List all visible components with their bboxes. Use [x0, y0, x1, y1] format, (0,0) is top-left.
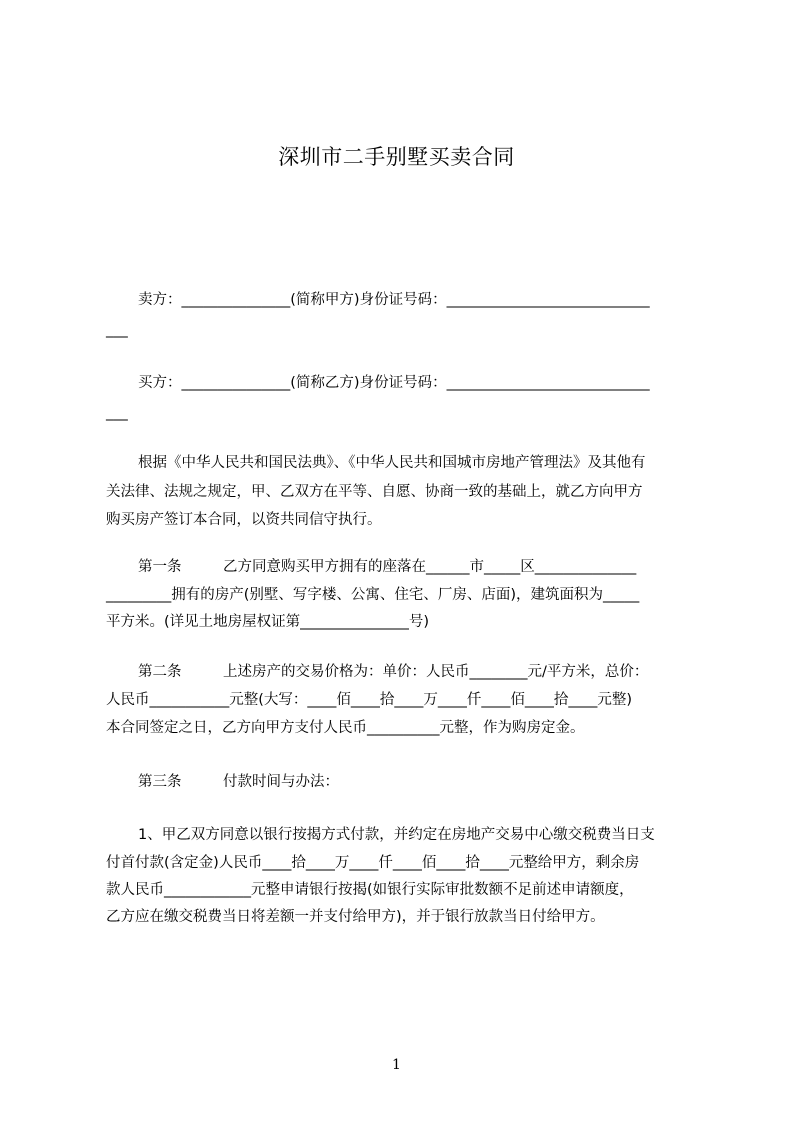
buyer-line-continued: ___: [106, 405, 128, 421]
paragraph-line: 根据《中华人民共和国民法典》、《中华人民共和国城市房地产管理法》及其他有: [138, 455, 646, 471]
paragraph-line: 平方米。(详见土地房屋权证第_______________号): [106, 614, 430, 630]
paragraph-line: 款人民币____________元整申请银行按揭(如银行实际审批数额不足前述申请额度，: [106, 882, 634, 898]
seller-line: 卖方：_______________(简称甲方)身份证号码：____________________________: [138, 292, 650, 308]
paragraph-line: 人民币___________元整(大写：____佰____拾____万____仟____佰____拾____元整): [106, 692, 633, 708]
paragraph-line: 1、甲乙双方同意以银行按揭方式付款，并约定在房地产交易中心缴交税费当日支: [138, 827, 655, 843]
paragraph-line: 付首付款(含定金)人民币____拾____万____仟____佰____拾____元整给甲方，剩余房: [106, 855, 640, 871]
seller-line-continued: ___: [106, 322, 128, 338]
paragraph-line: 第一条 乙方同意购买甲方拥有的座落在______市_____区______________: [138, 559, 637, 575]
paragraph-line: 乙方应在缴交税费当日将差额一并支付给甲方)，并于银行放款当日付给甲方。: [106, 909, 605, 925]
contract-title: 深圳市二手别墅买卖合同: [278, 145, 515, 169]
buyer-line: 买方：_______________(简称乙方)身份证号码：____________________________: [138, 375, 650, 391]
paragraph-line: 购买房产签订本合同，以资共同信守执行。: [106, 512, 382, 528]
page-number: 1: [392, 1057, 401, 1073]
paragraph-line: _________拥有的房产(别墅、写字楼、公寓、住宅、厂房、店面)，建筑面积为_____: [106, 587, 640, 603]
paragraph-line: 第二条 上述房产的交易价格为：单价：人民币________元/平方米，总价：: [138, 664, 649, 680]
article-heading: 第三条 付款时间与办法：: [138, 774, 339, 790]
paragraph-line: 本合同签定之日，乙方向甲方支付人民币__________元整，作为购房定金。: [106, 720, 585, 736]
paragraph-line: 关法律、法规之规定，甲、乙双方在平等、自愿、协商一致的基础上，就乙方向甲方: [106, 484, 643, 500]
